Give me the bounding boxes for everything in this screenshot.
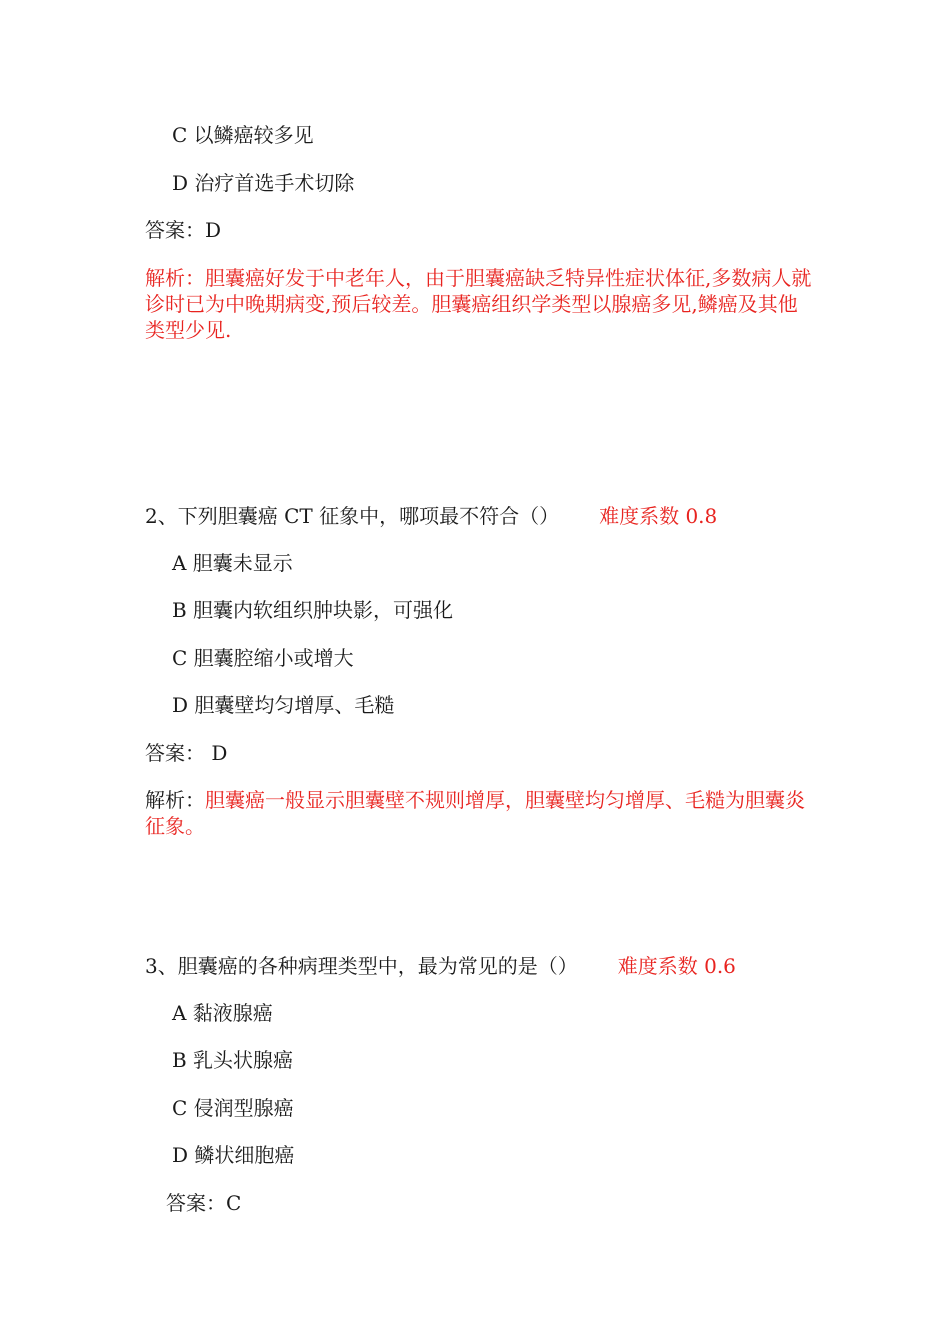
q2-option-d: D 胆囊壁均匀增厚、毛糙 (172, 693, 395, 717)
q3-option-b: B 乳头状腺癌 (172, 1048, 294, 1072)
q3-option-d: D 鳞状细胞癌 (172, 1143, 295, 1167)
q3-option-a: A 黏液腺癌 (172, 1001, 273, 1025)
q2-option-c: C 胆囊腔缩小或增大 (172, 646, 354, 670)
q2-analysis-label: 解析： (145, 788, 205, 812)
q1-option-c: C 以鳞癌较多见 (172, 123, 314, 147)
q2-analysis-text: 胆囊癌一般显示胆囊壁不规则增厚，胆囊壁均匀增厚、毛糙为胆囊炎征象。 (145, 788, 805, 838)
q1-option-d: D 治疗首选手术切除 (172, 171, 355, 195)
q1-analysis-label: 解析： (145, 266, 205, 290)
q3-difficulty: 难度系数 0.6 (617, 954, 736, 978)
q1-analysis-text: 胆囊癌好发于中老年人，由于胆囊癌缺乏特异性症状体征,多数病人就诊时已为中晚期病变,预后较差。胆囊癌组织学类型以腺癌多见,鳞癌及其他类型少见. (145, 266, 812, 342)
q2-stem: 2、下列胆囊癌 CT 征象中，哪项最不符合（） (145, 504, 560, 528)
q3-stem: 3、胆囊癌的各种病理类型中，最为常见的是（） (145, 954, 578, 978)
q2-stem-line (145, 503, 717, 529)
q3-stem-line (145, 953, 736, 979)
q2-option-b: B 胆囊内软组织肿块影，可强化 (172, 598, 454, 622)
q3-answer: 答案：C (166, 1191, 242, 1215)
q2-difficulty: 难度系数 0.8 (599, 504, 718, 528)
q2-analysis (145, 787, 815, 839)
q1-answer: 答案：D (145, 218, 222, 242)
q2-answer: 答案： D (145, 741, 228, 765)
q1-analysis (145, 265, 815, 343)
q3-option-c: C 侵润型腺癌 (172, 1096, 294, 1120)
q2-option-a: A 胆囊未显示 (172, 551, 293, 575)
